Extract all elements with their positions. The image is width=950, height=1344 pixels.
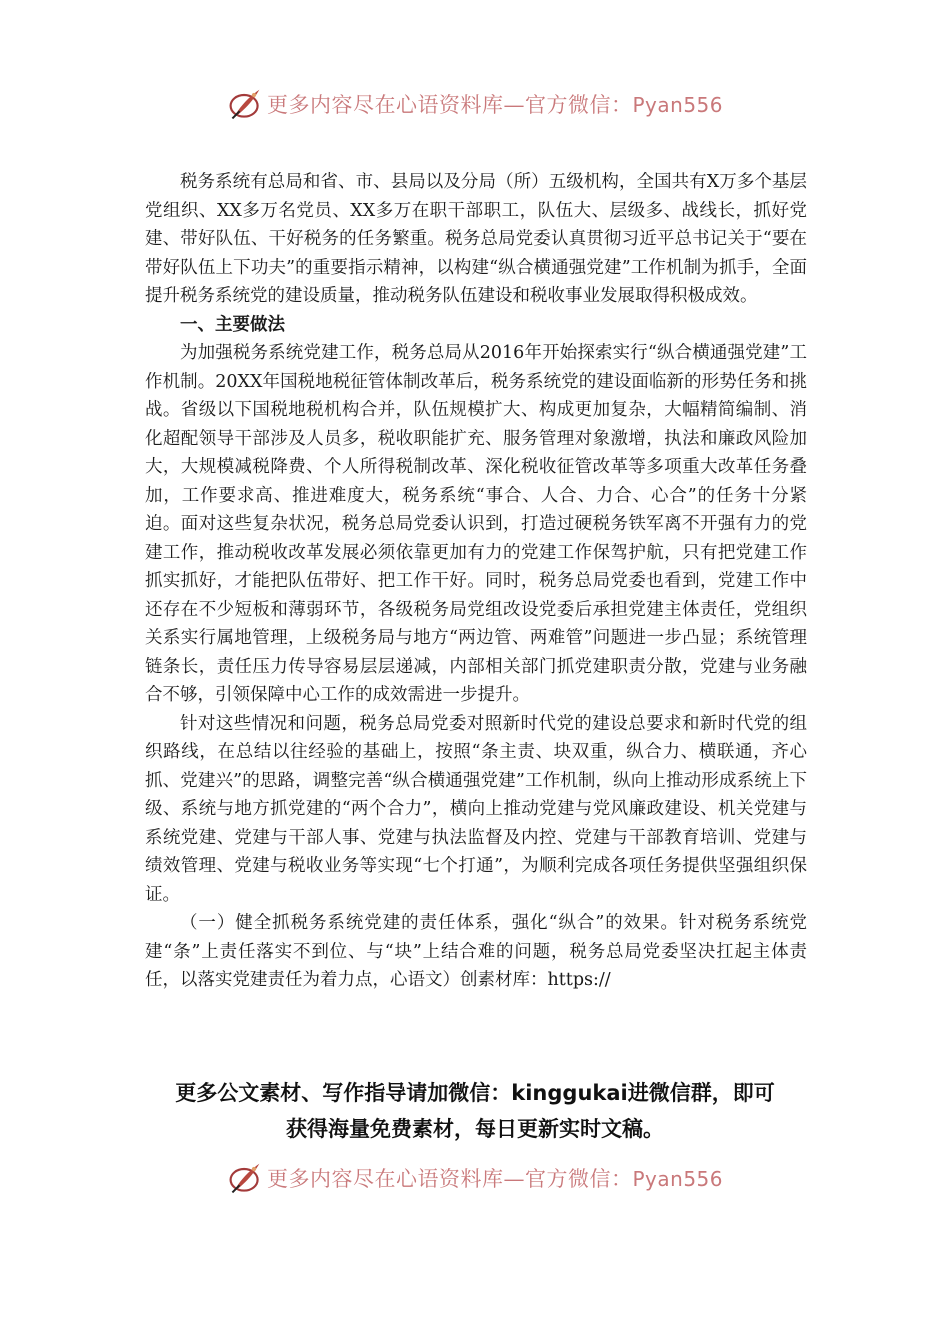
footer-watermark [0,1158,950,1198]
section-heading: 一、主要做法 [180,314,285,335]
body-paragraph-1: 为加强税务系统党建工作，税务总局从2016年开始探索实行“纵合横通强党建”工作机制。20XX年国税地税征管体制改革后，税务系统党的建设面临新的形势任务和挑战。省级以下国税地税机构合并，队伍规模扩大、构成更加复杂，大幅精简编制、消化超配领导干部涉及人员多，税收职能扩充、服务管理对象激增，执法和廉政风险加大，大规模减税降费、个人所得税制改革、深化税收征管改革等多项重大改革任务叠加，工作要求高、推进难度大，税务系统“事合、人合、力合、心合”的任务十分紧迫。面对这些复杂状况，税务总局党委认识到，打造过硬税务铁军离不开强有力的党建工作，推动税收改革发展必须依靠更加有力的党建工作保驾护航，只有把党建工作抓实抓好，才能把队伍带好、把工作干好。同时，税务总局党委也看到，党建工作中还存在不少短板和薄弱环节，各级税务局党组改设党委后承担党建主体责任，党组织关系实行属地管理，上级税务局与地方“两边管、两难管”问题进一步凸显；系统管理链条长，责任压力传导容易层层递减，内部相关部门抓党建职责分散，党建与业务融合不够，引领保障中心工作的成效需进一步提升。 [145,343,807,705]
quill-pen-logo-icon [227,86,263,122]
intro-paragraph: 税务系统有总局和省、市、县局以及分局（所）五级机构，全国共有X万多个基层党组织、XX多万名党员、XX多万在职干部职工，队伍大、层级多、战线长，抓好党建、带好队伍、干好税务的任务繁重。税务总局党委认真贯彻习近平总书记关于“要在带好队伍上下功夫”的重要指示精神，以构建“纵合横通强党建”工作机制为抓手，全面提升税务系统党的建设质量，推动税务队伍建设和税收事业发展取得积极成效。 [145,172,807,306]
promo-line-1: 更多公文素材、写作指导请加微信：kinggukai进微信群，即可 [175,1081,775,1105]
footer-watermark-text [267,1163,723,1193]
header-watermark-text [267,89,723,119]
footer-watermark-cn: 更多内容尽在心语资料库—官方微信： [266,1167,633,1191]
promo-notice [120,1075,830,1147]
promo-line-2: 获得海量免费素材，每日更新实时文稿。 [286,1117,664,1141]
document-body [145,168,807,995]
header-watermark-cn: 更多内容尽在心语资料库—官方微信： [266,93,633,117]
header-watermark [0,84,950,124]
body-paragraph-2: 针对这些情况和问题，税务总局党委对照新时代党的建设总要求和新时代党的组织路线，在总结以往经验的基础上，按照“条主责、块双重，纵合力、横联通，齐心抓、党建兴”的思路，调整完善“纵合横通强党建”工作机制，纵向上推动形成系统上下级、系统与地方抓党建的“两个合力”，横向上推动党建与党风廉政建设、机关党建与系统党建、党建与干部人事、党建与执法监督及内控、党建与干部教育培训、党建与绩效管理、党建与税收业务等实现“七个打通”，为顺利完成各项任务提供坚强组织保证。 [145,713,807,905]
body-paragraph-3: （一）健全抓税务系统党建的责任体系，强化“纵合”的效果。针对税务系统党建“条”上责任落实不到位、与“块”上结合难的问题，税务总局党委坚决扛起主体责任，以落实党建责任为着力点，心语文）创素材库：https:// [145,913,807,990]
quill-pen-logo-icon [227,1160,263,1196]
footer-watermark-id: Pyan556 [632,1167,723,1191]
header-watermark-id: Pyan556 [632,93,723,117]
